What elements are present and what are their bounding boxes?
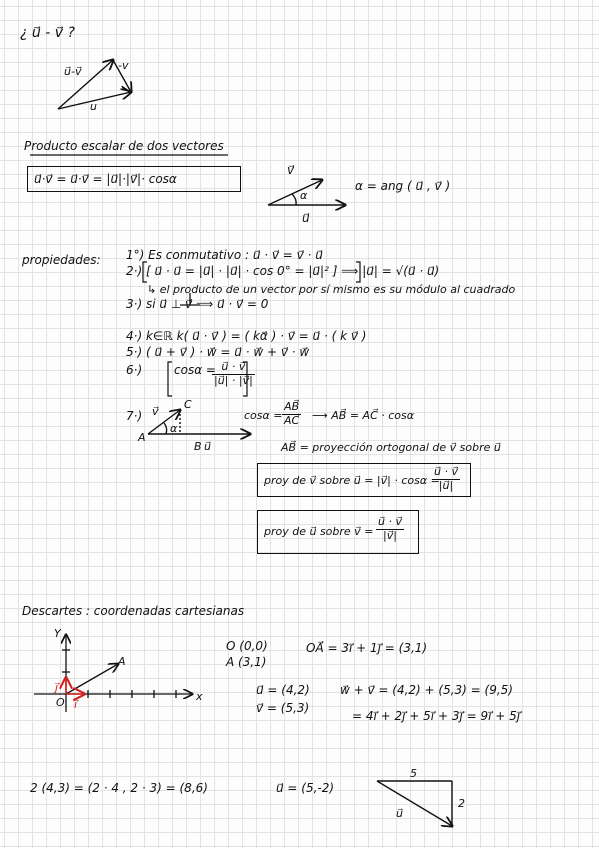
label-u: u — [90, 100, 97, 113]
property-2-note: ↳ el producto de un vector por sí mismo es su módulo al cuadrado — [147, 283, 516, 296]
property-7-point-c: C — [184, 398, 192, 411]
dot-product-formula: u⃗·v⃗ = u⃗·v⃗ = |u⃗|·|v⃗|· cosα — [34, 172, 177, 186]
origin-label: O — [56, 696, 65, 709]
property-6-fraction — [212, 361, 255, 387]
projection-v-on-u-denominator: |u⃗| — [438, 478, 454, 492]
projection-u-on-v-fraction — [376, 516, 404, 542]
coord-a: A (3,1) — [226, 655, 267, 669]
projection-v-on-u-numerator: u⃗ · v⃗ — [434, 465, 458, 478]
label-u-minus-v: u⃗-v⃗ — [64, 65, 82, 78]
angle-definition: α = ang ( u⃗ , v⃗ ) — [355, 179, 451, 193]
point-a-label: A — [118, 655, 126, 668]
projection-v-on-u-lhs: proy de v⃗ sobre u⃗ = |v⃗| · cosα = — [264, 474, 440, 487]
property-6-label: 6·) — [126, 363, 143, 377]
unit-j-label: j⃗ — [55, 681, 59, 694]
projection-u-on-v-denominator: |v⃗| — [383, 528, 397, 542]
unit-vectors — [66, 678, 84, 694]
vector-sum-components: = 4i⃗ + 2j⃗ + 5i⃗ + 3j⃗ = 9i⃗ + 5j⃗ — [352, 709, 521, 723]
property-4: 4·) k∈ℝ k( u⃗ · v⃗ ) = ( kα⃗ ) · v⃗ = u⃗ · ( k v⃗ ) — [126, 329, 367, 343]
vector-oa: OA⃗ = 3i⃗ + 1j⃗ = (3,1) — [306, 641, 428, 655]
projection-u-on-v-box — [257, 510, 419, 554]
angle-diagram-v: v⃗ — [287, 163, 295, 177]
property-7-v: v⃗ — [152, 405, 159, 418]
property-7-projection: AB⃗ = proyección ortogonal de v⃗ sobre u⃗ — [281, 441, 501, 454]
property-3: 3·) si u⃗ ⊥ v⃗ ⟹ u⃗ · v⃗ = 0 — [126, 297, 269, 311]
property-7-point-a: A — [138, 431, 146, 444]
property-7-alpha: α — [170, 422, 178, 435]
vector-u-def: u⃗ = (4,2) — [256, 683, 310, 697]
triangle-side-2: 2 — [458, 797, 465, 810]
scalar-multiplication: 2 (4,3) = (2 · 4 , 2 · 3) = (8,6) — [30, 781, 208, 795]
projection-u-on-v-lhs: proy de u⃗ sobre v⃗ = — [264, 525, 374, 538]
section-title-dot-product: Producto escalar de dos vectores — [24, 139, 224, 153]
property-6-numerator: u⃗ · v⃗ — [212, 361, 255, 375]
angle-diagram-alpha: α — [300, 189, 308, 202]
property-7-numerator: AB⃗ — [282, 401, 301, 415]
property-6-denominator: |u⃗| · |v⃗| — [214, 373, 253, 387]
unit-i-label: i⃗ — [74, 698, 78, 711]
property-7-cos-lhs: cosα = — [244, 409, 283, 422]
triangle-hypotenuse-u: u⃗ — [396, 807, 403, 820]
property-7-u: u⃗ — [204, 440, 211, 453]
property-7-point-b: B — [194, 440, 202, 453]
property-7-result: ⟶ AB⃗ = AC⃗ · cosα — [312, 409, 415, 422]
dot-product-formula-box — [27, 166, 241, 192]
property-1: 1°) Es conmutativo : u⃗ · v⃗ = v⃗ · u⃗ — [126, 248, 323, 262]
section-title-descartes: Descartes : coordenadas cartesianas — [22, 604, 245, 618]
bottom-triangle — [377, 781, 452, 826]
properties-heading: propiedades: — [22, 253, 101, 267]
property-7-fraction — [282, 401, 301, 427]
property-6-lhs: cosα = — [174, 363, 216, 377]
axis-x-label: x — [196, 690, 203, 703]
p7-triangle — [148, 410, 250, 434]
projection-v-on-u-box — [257, 463, 471, 497]
projection-v-on-u-fraction — [432, 466, 460, 492]
label-neg-v: -v — [118, 59, 129, 72]
property-5: 5·) ( u⃗ + v⃗ ) · w⃗ = u⃗ · w⃗ + v⃗ · w⃗ — [126, 345, 310, 359]
vector-sum: w⃗ + v⃗ = (4,2) + (5,3) = (9,5) — [340, 683, 513, 697]
angle-diagram-u: u⃗ — [302, 211, 310, 225]
axis-y-label: Y — [54, 627, 61, 640]
intro-question: ¿ u⃗ - v⃗ ? — [20, 25, 75, 41]
projection-u-on-v-numerator: u⃗ · v⃗ — [378, 515, 402, 528]
property-2: 2·) [ u⃗ · u⃗ = |u⃗| · |u⃗| · cos 0° = |u⃗|² ] ⟹ |u⃗| = √(u⃗ · u⃗) — [126, 264, 440, 278]
property-7-label: 7·) — [126, 409, 143, 423]
property-7-denominator: AC⃗ — [284, 413, 300, 427]
vector-u-components: u⃗ = (5,-2) — [276, 781, 335, 795]
triangle-side-5: 5 — [410, 767, 417, 780]
coord-o: O (0,0) — [226, 639, 268, 653]
vector-v-def: v⃗ = (5,3) — [256, 701, 310, 715]
